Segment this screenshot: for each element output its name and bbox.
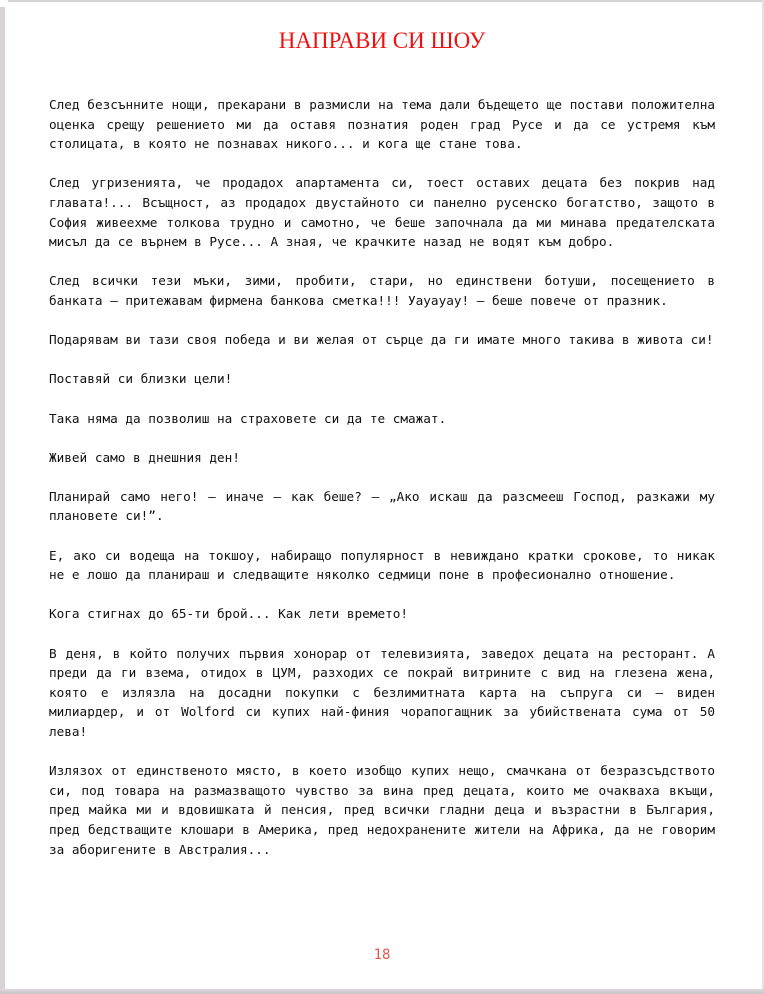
paragraph: Излязох от единственото място, в което изобщо купих нещо, смачкана от безразсъдството си, под товара на размазващото чувство за вина пред децата, които ме очакваха вкъщи, пред майка ми и вдовишката й пенсия, пред всички гладни деца и възрастни в България, пред бедстващите клошари в Америка, пред недохранените жители на Африка, да не говорим за аборигените в Австралия... — [49, 763, 715, 857]
page-content — [49, 95, 715, 879]
paragraph: След безсънните нощи, прекарани в размисли на тема дали бъдещето ще постави положителна оценка срещу решението ми да оставя познатия роден град Русе и да се устремя към столицата, в която не познавах никого... и кога ще стане това. — [49, 97, 715, 152]
paragraph: Живей само в днешния ден! — [49, 449, 240, 465]
paragraph: Така няма да позволиш на страховете си да те смажат. — [49, 410, 447, 426]
page-title: НАПРАВИ СИ ШОУ — [278, 28, 486, 53]
page-edge-bottom — [0, 989, 764, 994]
paragraph: В деня, в който получих първия хонорар от телевизията, заведох децата на ресторант. А преди да ги взема, отидох в ЦУМ, разходих се покрай витрините с вид на глезена жена, която е излязла на досадни покупки с безлимитната карта на съпруга си – виден милиардер, и от Wolford си купих най-финия чорапогащник за убийствената сума от 50 лева! — [49, 645, 715, 739]
page-edge-left — [0, 7, 5, 994]
paragraph: Подарявам ви тази своя победа и ви желая от сърце да ги имате много такива в живота си! — [49, 332, 714, 348]
paragraph: Кога стигнах до 65-ти брой... Как лети времето! — [49, 606, 409, 622]
paragraph: Е, ако си водеща на токшоу, набиращо популярност в невиждано кратки срокове, то никак не е лошо да планираш и следващите няколко седмици поне в професионално отношение. — [49, 547, 715, 583]
paragraph: След всички тези мъки, зими, пробити, стари, но единствени ботуши, посещението в банката – притежавам фирмена банкова сметка!!! Уауауау! – беше повече от празник. — [49, 273, 715, 308]
page-number: 18 — [373, 947, 391, 963]
paragraph: Поставяй си близки цели! — [49, 371, 233, 387]
paragraph: Планирай само него! – иначе – как беше? – „Ако искаш да разсмееш Господ, разкажи му плановете си!”. — [49, 488, 715, 524]
paragraph: След угризенията, че продадох апартамента си, тоест оставих децата без покрив над главата!... Всъщност, аз продадох двустайното си панелно русенско богатство, защото в София живеехме толкова трудно и самотно, че беше започнала да ми минава предателската мисъл да се върнем в Русе... А зная, че крачките назад не водят към добро. — [49, 175, 715, 250]
page-edge-top — [8, 0, 764, 2]
